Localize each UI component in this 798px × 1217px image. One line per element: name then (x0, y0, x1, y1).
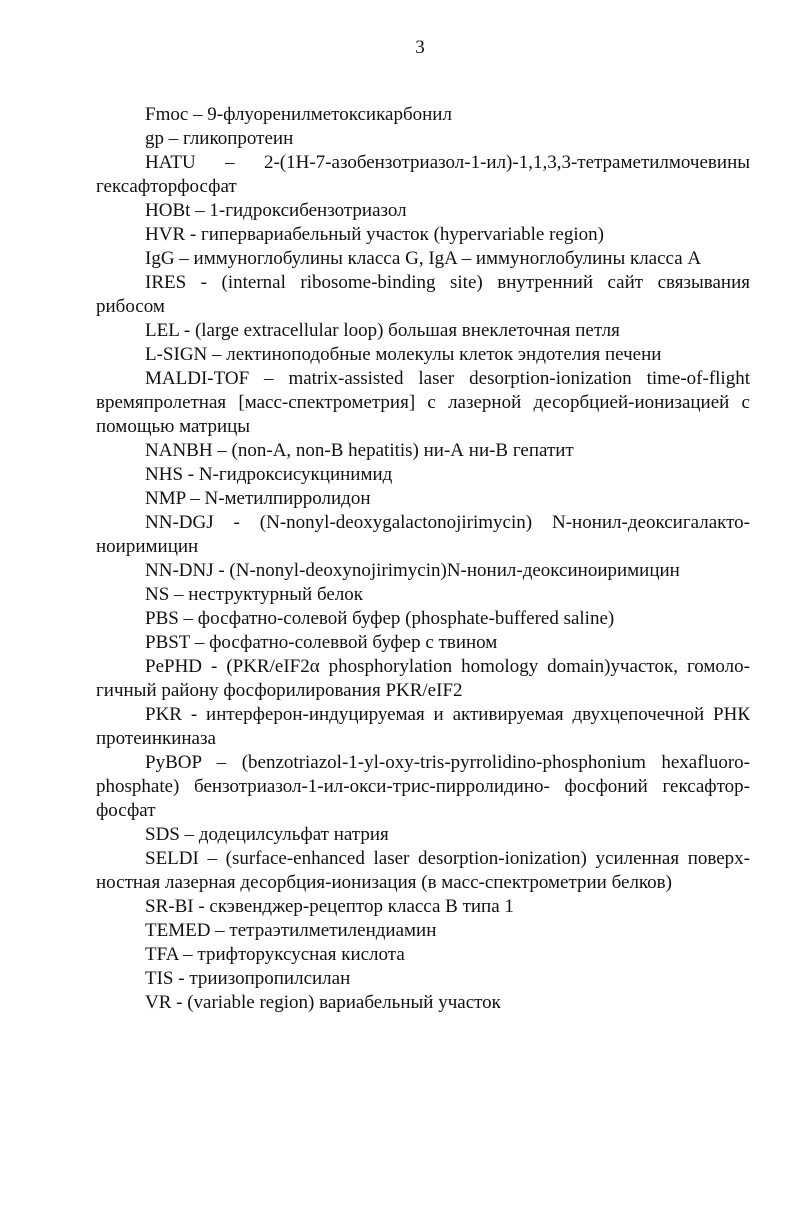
abbreviation-entry-gp: gp – гликопротеин (145, 128, 294, 149)
abbreviation-entry-pbs: PBS – фосфатно-солевой буфер (phosphate-buffered saline) (145, 608, 615, 629)
abbreviation-entry-nanbh: NANBH – (non-A, non-B hepatitis) ни-А ни-В гепатит (145, 440, 574, 461)
abbreviation-entry-igg-iga: IgG – иммуноглобулины класса G, IgA – иммуноглобулины класса A (145, 248, 702, 269)
abbreviation-entry-hvr: HVR - гипервариабельный участок (hypervariable region) (145, 224, 604, 245)
abbreviation-entry-nhs: NHS - N-гидроксисукцинимид (145, 464, 393, 485)
abbreviation-entry-hatu: HATU – 2-(1H-7-азобензотриазол-1-ил)-1,1,3,3-тетраметилмочевины гексафторфосфат (96, 152, 750, 197)
abbreviation-entry-ns: NS – неструктурный белок (145, 584, 364, 605)
abbreviation-entry-tfa: TFA – трифторуксусная кислота (145, 944, 405, 965)
abbreviations-list (96, 103, 750, 1015)
abbreviation-entry-nmp: NMP – N-метилпирролидон (145, 488, 371, 509)
abbreviation-entry-fmoc: Fmoc – 9-флуоренилметоксикарбонил (145, 104, 452, 125)
abbreviation-entry-seldi: SELDI – (surface-enhanced laser desorption-ionization) усиленная поверхностная лазерная десорбция-ионизация (в масс-спектрометрии белков) (96, 848, 750, 893)
abbreviation-entry-pybop: PyBOP – (benzotriazol-1-yl-oxy-tris-pyrrolidino-phosphonium hexafluorophosphate) бензотриазол-1-ил-окси-трис-пирролидино- фосфоний гексафторфосфат (96, 752, 750, 821)
abbreviation-entry-ires: IRES - (internal ribosome-binding site) внутренний сайт связывания рибосом (96, 272, 750, 317)
abbreviation-entry-pephd: PePHD - (PKR/eIF2α phosphorylation homology domain)участок, гомологичный району фосфорилирования PKR/eIF2 (96, 656, 750, 701)
abbreviation-entry-lel: LEL - (large extracellular loop) большая внеклеточная петля (145, 320, 620, 341)
abbreviation-entry-sr-bi: SR-BI - скэвенджер-рецептор класса B типа 1 (145, 896, 514, 917)
abbreviation-entry-sds: SDS – додецилсульфат натрия (145, 824, 389, 845)
page-number: 3 (415, 37, 425, 58)
abbreviation-entry-tis: TIS - триизопропилсилан (145, 968, 351, 989)
abbreviation-entry-vr: VR - (variable region) вариабельный участок (145, 992, 501, 1013)
abbreviation-entry-temed: TEMED – тетраэтилметилендиамин (145, 920, 437, 941)
abbreviation-entry-pkr: PKR - интерферон-индуцируемая и активируемая двухцепочечной РНК протеинкиназа (96, 704, 750, 749)
abbreviation-entry-pbst: PBST – фосфатно-солеввой буфер с твином (145, 632, 498, 653)
abbreviation-entry-hobt: HOBt – 1-гидроксибензотриазол (145, 200, 407, 221)
abbreviation-entry-l-sign: L-SIGN – лектиноподобные молекулы клеток эндотелия печени (145, 344, 662, 365)
abbreviation-entry-nn-dnj: NN-DNJ - (N-nonyl-deoxynojirimycin)N-нонил-деоксиноиримицин (145, 560, 680, 581)
abbreviation-entry-nn-dgj: NN-DGJ - (N-nonyl-deoxygalactonojirimycin) N-нонил-деоксигалактоноиримицин (96, 512, 750, 557)
abbreviation-entry-maldi-tof: MALDI-TOF – matrix-assisted laser desorption-ionization time-of-flight времяпролетная [масс-спектрометрия] с лазерной десорбцией-ионизацией с помощью матрицы (96, 368, 750, 437)
